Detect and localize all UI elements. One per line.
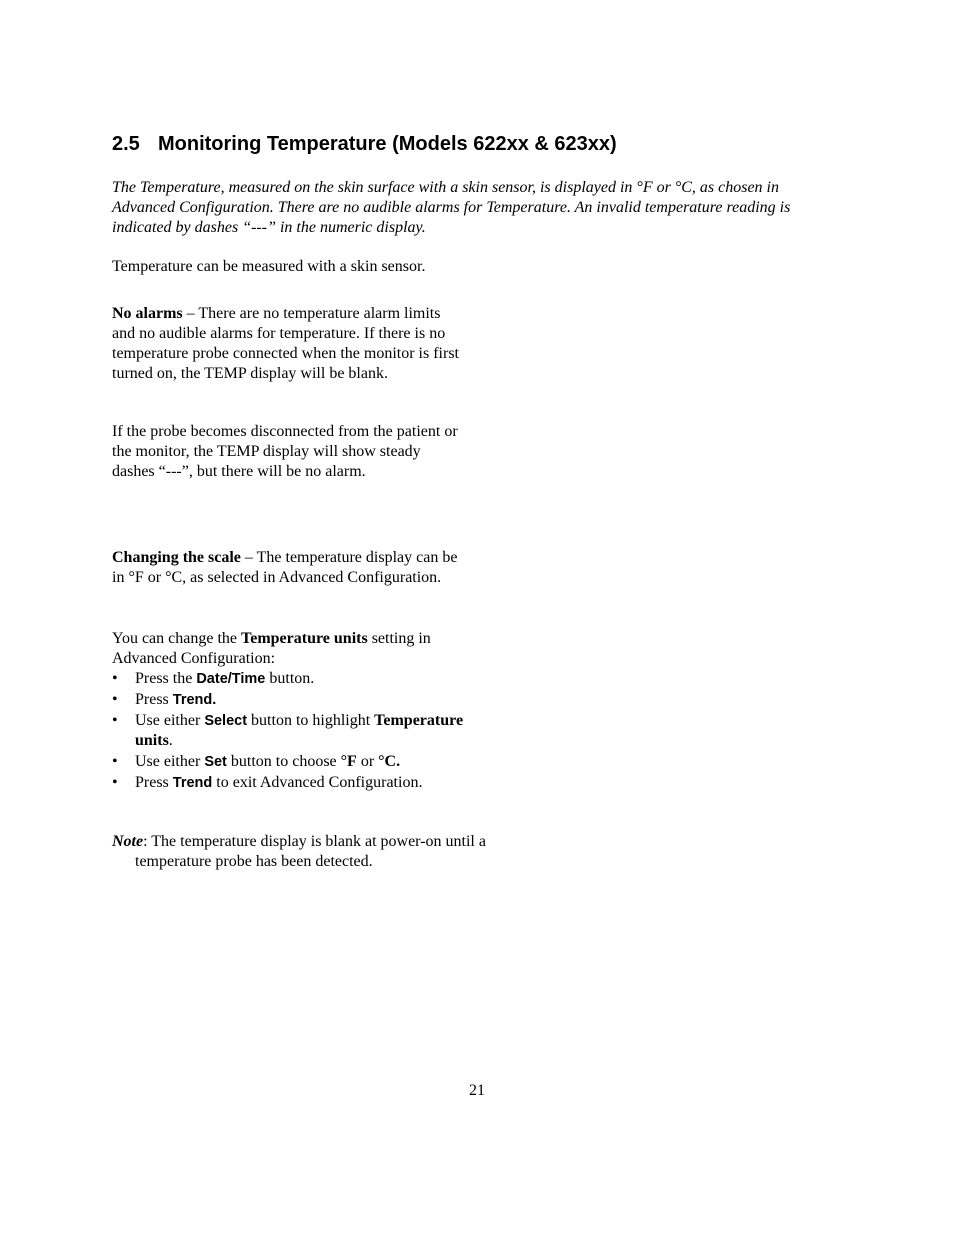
section-heading xyxy=(112,130,617,158)
step-text: Press the xyxy=(135,670,197,687)
step-text: Use either xyxy=(135,711,205,729)
key-name: Set xyxy=(204,754,227,771)
list-item xyxy=(112,711,472,753)
list-item xyxy=(112,669,472,690)
step-text: or xyxy=(356,753,379,771)
changing-scale-label: Changing the scale xyxy=(112,549,241,566)
step-text: . xyxy=(168,732,173,750)
step-text: to exit Advanced Configuration. xyxy=(212,773,423,791)
step-text: Press xyxy=(135,690,173,708)
key-name: Trend. xyxy=(172,691,217,708)
step-text: button. xyxy=(265,670,315,687)
step-text: Press xyxy=(135,773,173,791)
unit-fahrenheit: °F xyxy=(340,753,357,771)
intro-paragraph: The Temperature, measured on the skin surface with a skin sensor, is displayed in °F or °C, as chosen in Advanced Configuration. There are no audible alarms for Temperature. An invalid temperature reading is indicated by dashes “---” in the numeric display. xyxy=(112,179,791,236)
setting-name: Temperature units xyxy=(135,711,464,750)
change-units-pre: You can change the xyxy=(112,630,242,647)
step-text: Use either xyxy=(135,753,205,771)
no-alarms-label: No alarms xyxy=(112,305,183,322)
unit-celsius: °C. xyxy=(378,753,401,771)
step-text: button to highlight xyxy=(247,711,375,729)
section-title: Monitoring Temperature (Models 622xx & 623xx) xyxy=(158,133,617,155)
changing-scale-paragraph xyxy=(112,548,462,588)
section-number: 2.5 xyxy=(112,133,140,155)
no-alarms-text: – There are no temperature alarm limits and no audible alarms for temperature. If there is no temperature probe connected when the monitor is first turned on, the TEMP display will be blank. xyxy=(112,305,459,382)
list-item xyxy=(112,690,472,711)
key-name: Trend xyxy=(172,774,213,791)
disconnect-paragraph: If the probe becomes disconnected from the patient or the monitor, the TEMP display will show steady dashes “---”, but there will be no alarm. xyxy=(112,423,458,480)
changing-scale-text: – The temperature display can be in °F or °C, as selected in Advanced Configuration. xyxy=(112,549,458,586)
list-item xyxy=(112,752,472,773)
page-number: 21 xyxy=(469,1082,485,1099)
key-name: Select xyxy=(204,712,248,729)
key-name: Date/Time xyxy=(196,671,266,687)
list-item xyxy=(112,773,472,794)
note-paragraph xyxy=(112,832,495,872)
note-text: : The temperature display is blank at power-on until a temperature probe has been detected. xyxy=(135,833,486,870)
change-units-post: setting in Advanced Configuration: xyxy=(112,630,431,667)
measure-paragraph: Temperature can be measured with a skin sensor. xyxy=(112,258,426,275)
step-text: button to choose xyxy=(226,753,341,771)
no-alarms-paragraph xyxy=(112,304,462,384)
change-units-paragraph xyxy=(112,629,462,669)
steps-list xyxy=(112,669,472,794)
note-label: Note xyxy=(112,833,144,850)
change-units-bold: Temperature units xyxy=(241,630,368,647)
